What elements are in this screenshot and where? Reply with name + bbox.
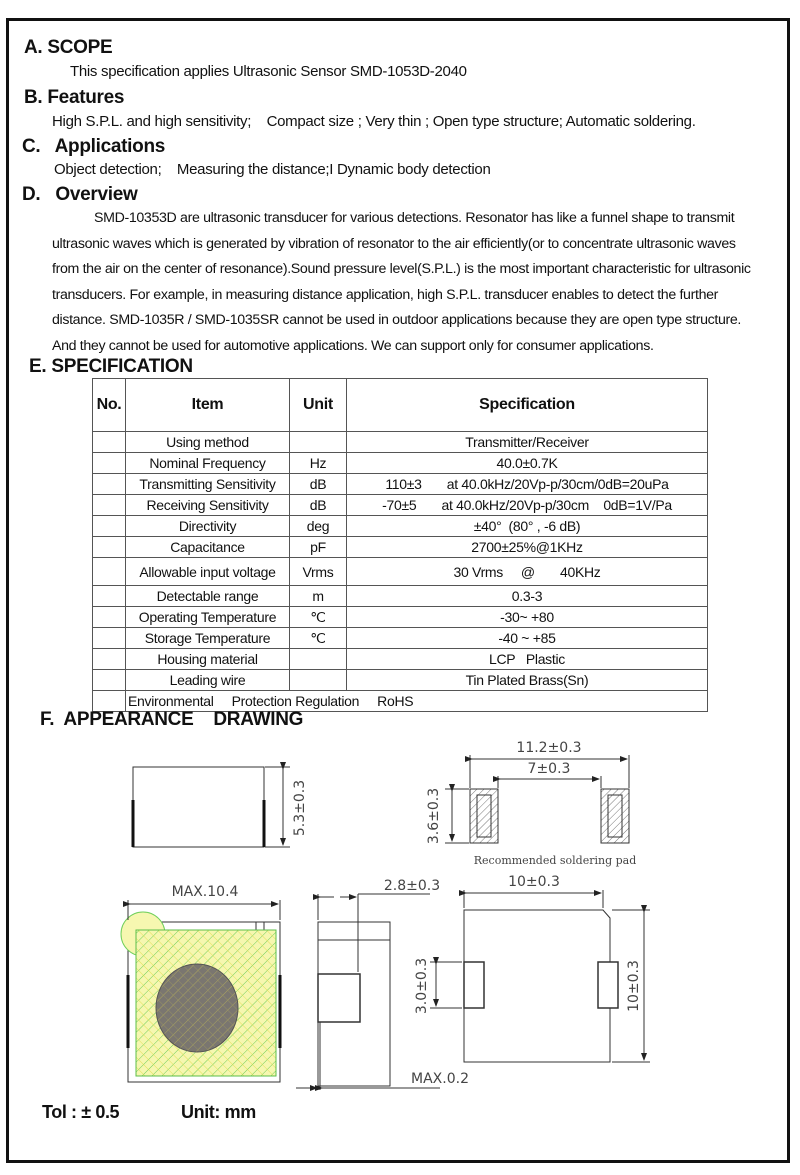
dim-bottom-width: 10±0.3	[508, 874, 560, 890]
applications-text: Object detection; Measuring the distance;I Dynamic body detection	[54, 161, 491, 178]
dim-thickness: 2.8±0.3	[383, 878, 441, 894]
features-text: High S.P.L. and high sensitivity; Compact size ; Very thin ; Open type structure; Automatic soldering.	[52, 113, 696, 130]
top-view	[121, 900, 280, 1082]
cell-item: Capacitance	[126, 537, 290, 558]
cell-item: Receiving Sensitivity	[126, 495, 290, 516]
appearance-heading: F. APPEARANCE DRAWING	[40, 709, 304, 730]
cell-unit: pF	[290, 537, 347, 558]
applications-heading: C. Applications	[22, 136, 166, 157]
header-item: Item	[126, 379, 290, 432]
dim-lead: MAX.0.2	[411, 1071, 469, 1087]
env-regulation: Protection Regulation	[231, 693, 360, 709]
dim-bottom-height: 10±0.3	[626, 960, 642, 1012]
cell-spec: Transmitter/Receiver	[347, 432, 708, 453]
cell-spec: 110±3 at 40.0kHz/20Vp-p/30cm/0dB=20uPa	[347, 474, 708, 495]
cell-spec: -40 ~ +85	[347, 628, 708, 649]
cell-unit: m	[290, 586, 347, 607]
cell-unit: deg	[290, 516, 347, 537]
dim-top-width: MAX.10.4	[171, 884, 239, 900]
overview-line: And they cannot be used for automotive applications. We can support only for consumer applications.	[52, 337, 654, 354]
features-heading: B. Features	[24, 87, 125, 108]
cell-spec: -30~ +80	[347, 607, 708, 628]
dim-pad-total: 11.2±0.3	[516, 740, 582, 756]
cell-spec: 2700±25%@1KHz	[347, 537, 708, 558]
cell-spec: ±40° (80° , -6 dB)	[347, 516, 708, 537]
cell-item: Directivity	[126, 516, 290, 537]
unit-label: Unit: mm	[181, 1102, 256, 1122]
overview-line: transducers. For example, in measuring distance application, high S.P.L. transducer enables to detect the further	[52, 286, 719, 303]
cell-item: Transmitting Sensitivity	[126, 474, 290, 495]
overview-line: distance. SMD-1035R / SMD-1035SR cannot be used in outdoor applications because they are open type structure.	[52, 312, 741, 328]
side-view	[133, 767, 290, 847]
dim-pad-gap: 7±0.3	[527, 761, 571, 777]
overview-line: SMD-10353D are ultrasonic transducer for various detections. Resonator has like a funnel shape to transmit	[94, 210, 735, 226]
env-label: Environmental	[128, 693, 214, 709]
cell-spec: 30 Vrms @ 40KHz	[347, 558, 708, 586]
cell-item: Detectable range	[126, 586, 290, 607]
cell-unit: ℃	[290, 628, 347, 649]
header-no: No.	[93, 379, 126, 432]
header-unit: Unit	[290, 379, 347, 432]
cell-unit: Vrms	[290, 558, 347, 586]
cell-spec: -70±5 at 40.0kHz/20Vp-p/30cm 0dB=1V/Pa	[347, 495, 708, 516]
header-specification: Specification	[347, 379, 708, 432]
overview-line: ultrasonic waves which is generated by vibration of resonator to the air efficiently(or to concentrate ultrasonic waves	[52, 235, 736, 252]
dim-side-height: 5.3±0.3	[292, 779, 308, 837]
cell-unit: dB	[290, 474, 347, 495]
cell-spec: 40.0±0.7K	[347, 453, 708, 474]
cell-item: Leading wire	[126, 670, 290, 691]
cell-item: Nominal Frequency	[126, 453, 290, 474]
cell-unit: ℃	[290, 607, 347, 628]
cell-spec: LCP Plastic	[347, 649, 708, 670]
cell-unit: dB	[290, 495, 347, 516]
scope-text: This specification applies Ultrasonic Sensor SMD-1053D-2040	[70, 63, 467, 80]
tolerance-label: Tol : ± 0.5	[42, 1102, 120, 1122]
cell-spec: 0.3-3	[347, 586, 708, 607]
cell-item: Allowable input voltage	[126, 558, 290, 586]
cell-item: Housing material	[126, 649, 290, 670]
cell-spec: Tin Plated Brass(Sn)	[347, 670, 708, 691]
cell-item: Storage Temperature	[126, 628, 290, 649]
env-value: RoHS	[377, 693, 414, 709]
overview-line: from the air on the center of resonance).Sound pressure level(S.P.L.) is the most important characteristic for ultrasonic	[52, 261, 751, 277]
dim-terminal: 3.0±0.3	[414, 957, 430, 1015]
specification-heading: E. SPECIFICATION	[29, 356, 193, 377]
pad-caption: Recommended soldering pad	[473, 854, 637, 867]
dim-pad-height: 3.6±0.3	[426, 787, 442, 845]
cell-unit: Hz	[290, 453, 347, 474]
cell-item: Operating Temperature	[126, 607, 290, 628]
bottom-view	[430, 890, 650, 1062]
scope-heading: A. SCOPE	[24, 37, 113, 58]
cell-item: Using method	[126, 432, 290, 453]
overview-heading: D. Overview	[22, 184, 138, 205]
